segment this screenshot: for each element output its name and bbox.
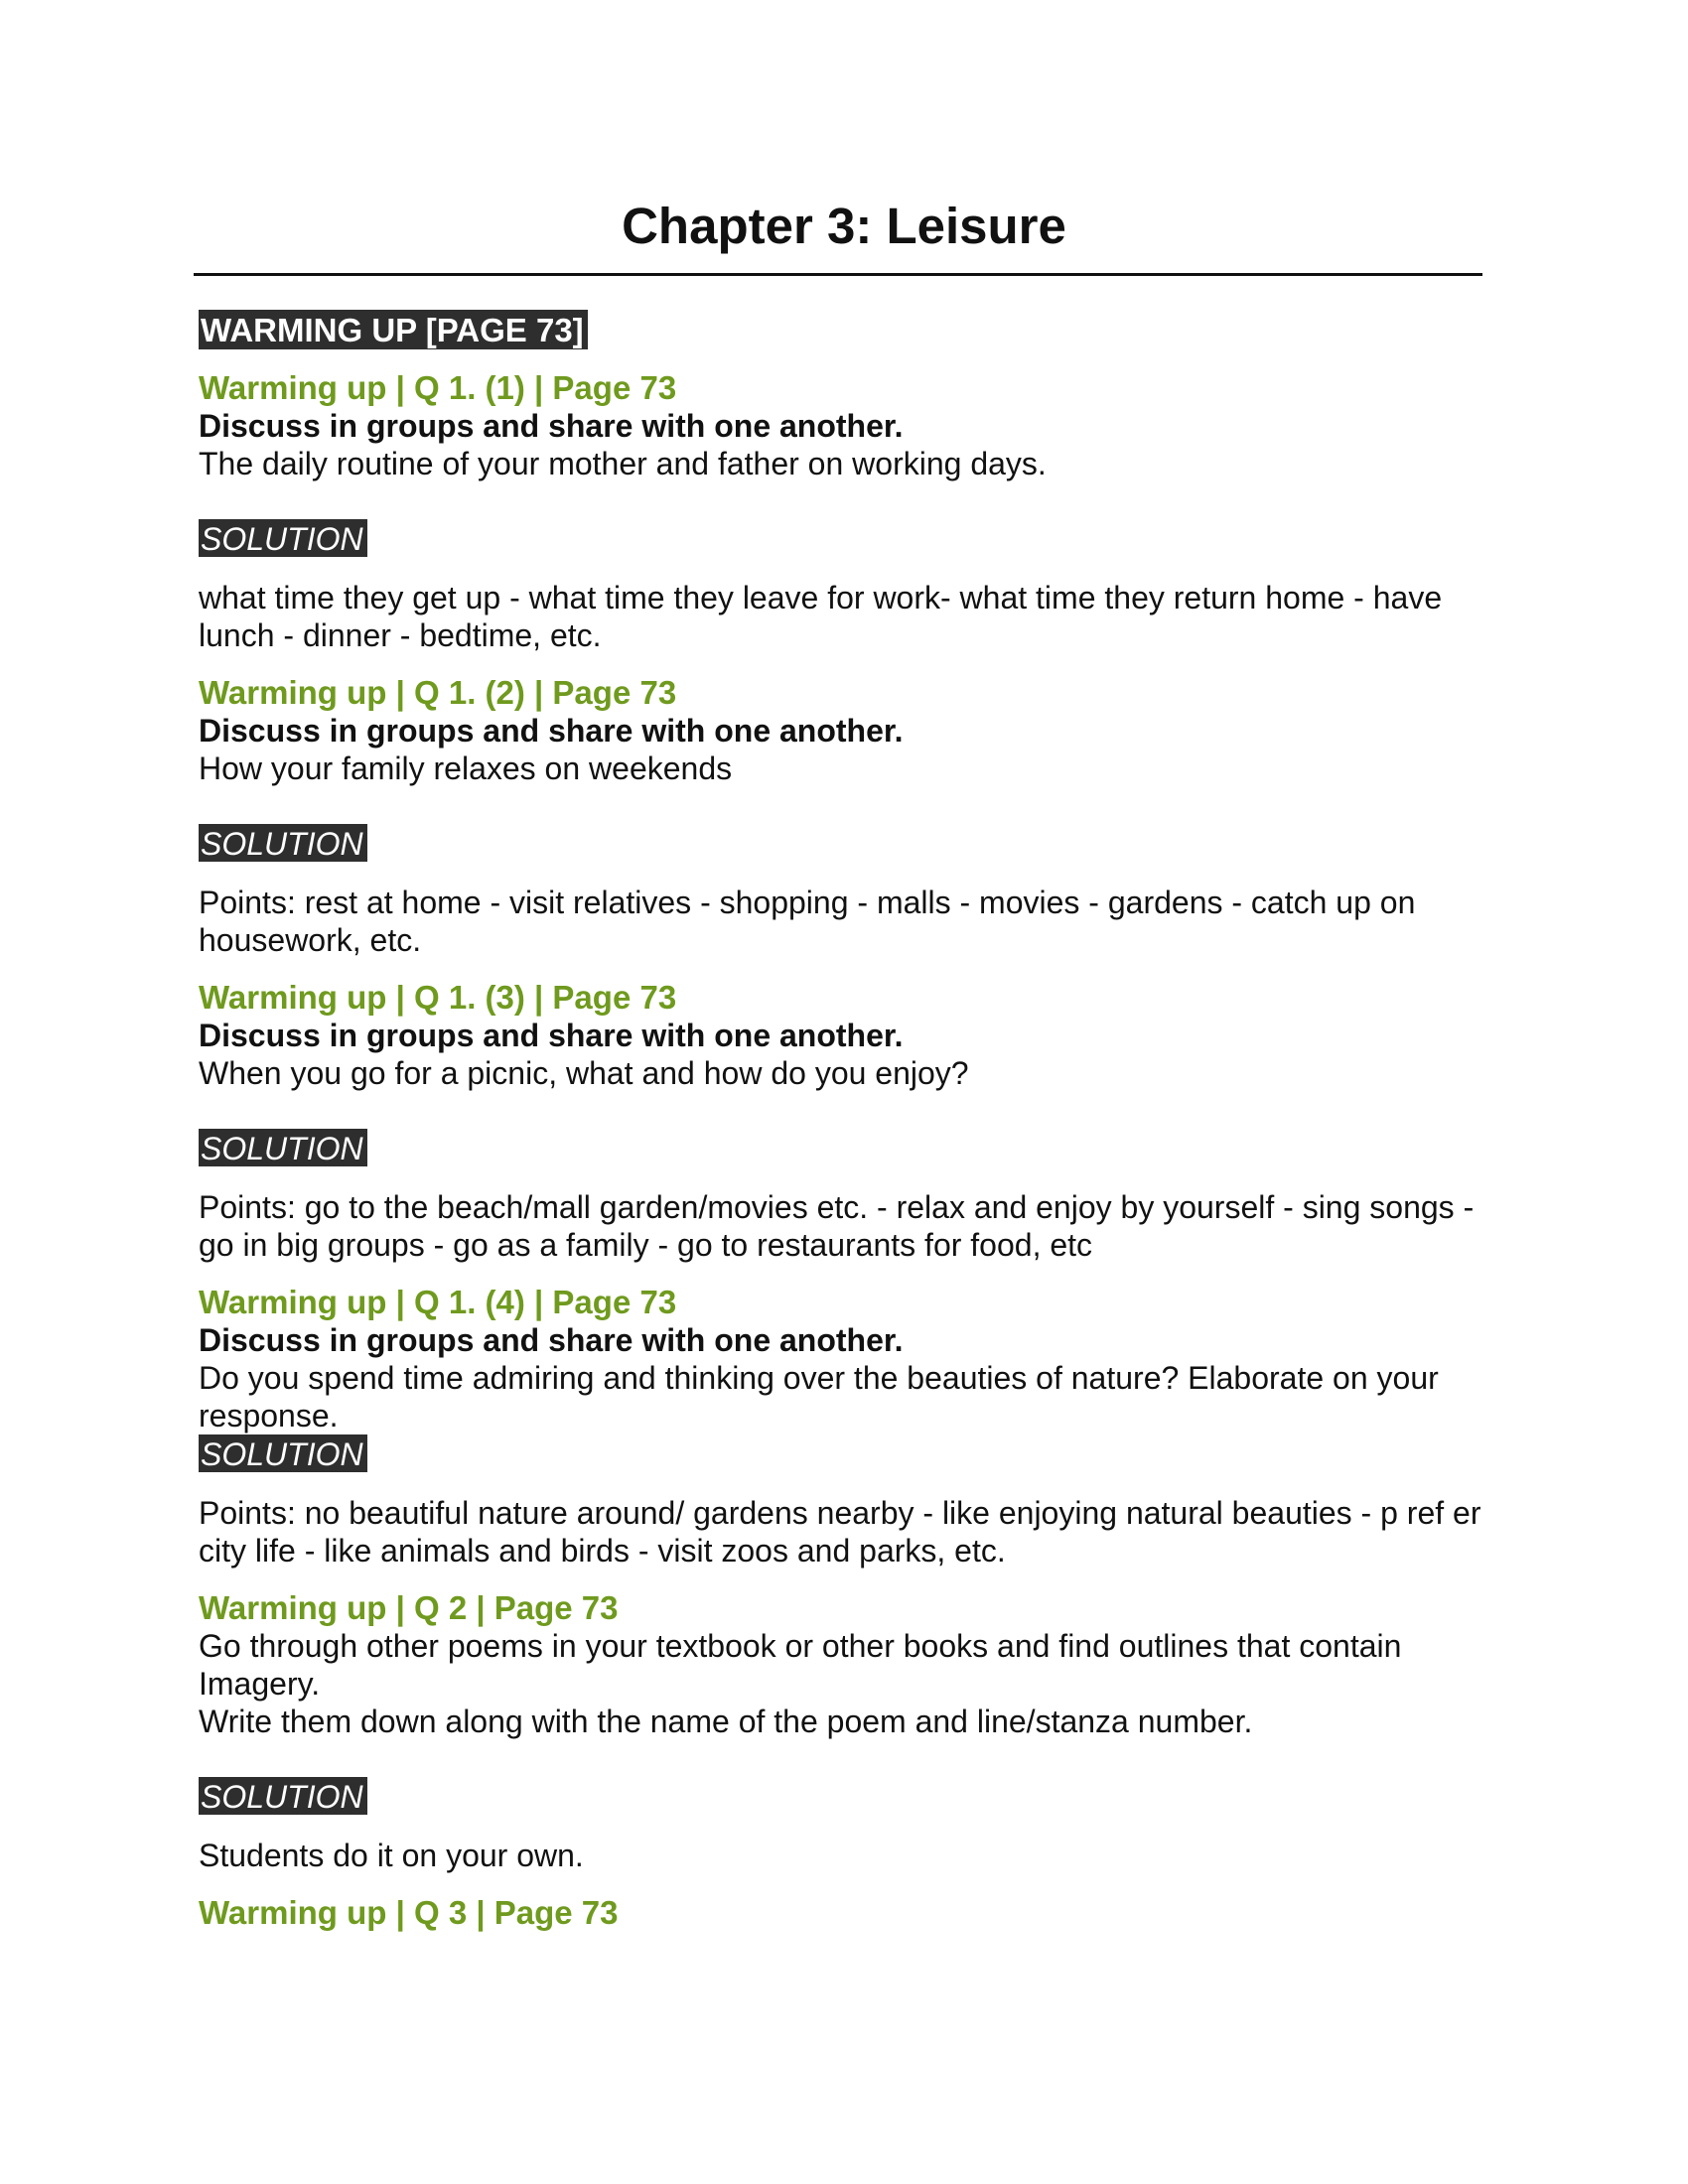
question-prompt: Discuss in groups and share with one another. bbox=[199, 1018, 904, 1053]
solution-answer: Points: no beautiful nature around/ gardens nearby - like enjoying natural beauties - p ref er city life - like animals and birds - visit zoos and parks, etc. bbox=[199, 1495, 1481, 1569]
solution-label: SOLUTION bbox=[199, 519, 367, 557]
question-text: Go through other poems in your textbook or other books and find outlines that contain Imagery. bbox=[199, 1628, 1402, 1702]
question-block bbox=[199, 369, 1489, 654]
question-text: How your family relaxes on weekends bbox=[199, 751, 733, 786]
question-text: The daily routine of your mother and father on working days. bbox=[199, 446, 1047, 481]
question-heading: Warming up | Q 1. (4) | Page 73 bbox=[199, 1284, 677, 1320]
question-text: Do you spend time admiring and thinking over the beauties of nature? Elaborate on your response. bbox=[199, 1360, 1439, 1433]
question-block bbox=[199, 979, 1489, 1264]
section-label: WARMING UP [PAGE 73] bbox=[199, 310, 588, 349]
solution-label: SOLUTION bbox=[199, 824, 367, 862]
solution-answer: Points: rest at home - visit relatives - shopping - malls - movies - gardens - catch up on housework, etc. bbox=[199, 885, 1416, 958]
question-block bbox=[199, 1589, 1489, 1874]
document-body bbox=[199, 310, 1489, 1932]
solution-answer: Students do it on your own. bbox=[199, 1838, 584, 1873]
solution-label: SOLUTION bbox=[199, 1129, 367, 1166]
question-heading: Warming up | Q 3 | Page 73 bbox=[199, 1894, 619, 1931]
solution-label: SOLUTION bbox=[199, 1777, 367, 1815]
question-block bbox=[199, 674, 1489, 959]
question-text: When you go for a picnic, what and how do you enjoy? bbox=[199, 1055, 969, 1091]
question-prompt: Discuss in groups and share with one another. bbox=[199, 408, 904, 444]
question-heading: Warming up | Q 1. (2) | Page 73 bbox=[199, 674, 677, 711]
question-prompt: Discuss in groups and share with one another. bbox=[199, 713, 904, 749]
solution-label: SOLUTION bbox=[199, 1434, 367, 1472]
question-heading: Warming up | Q 1. (3) | Page 73 bbox=[199, 979, 677, 1016]
question-heading: Warming up | Q 1. (1) | Page 73 bbox=[199, 369, 677, 406]
question-heading: Warming up | Q 2 | Page 73 bbox=[199, 1589, 619, 1626]
solution-answer: what time they get up - what time they leave for work- what time they return home - have lunch - dinner - bedtime, etc. bbox=[199, 580, 1443, 653]
page-title: Chapter 3: Leisure bbox=[622, 198, 1066, 254]
question-prompt: Discuss in groups and share with one another. bbox=[199, 1322, 904, 1358]
question-text: Write them down along with the name of the poem and line/stanza number. bbox=[199, 1704, 1253, 1739]
question-block bbox=[199, 1284, 1489, 1570]
question-block bbox=[199, 1894, 1489, 1932]
title-divider bbox=[194, 273, 1482, 276]
solution-answer: Points: go to the beach/mall garden/movies etc. - relax and enjoy by yourself - sing songs - go in big groups - go as a family - go to restaurants for food, etc bbox=[199, 1189, 1475, 1263]
